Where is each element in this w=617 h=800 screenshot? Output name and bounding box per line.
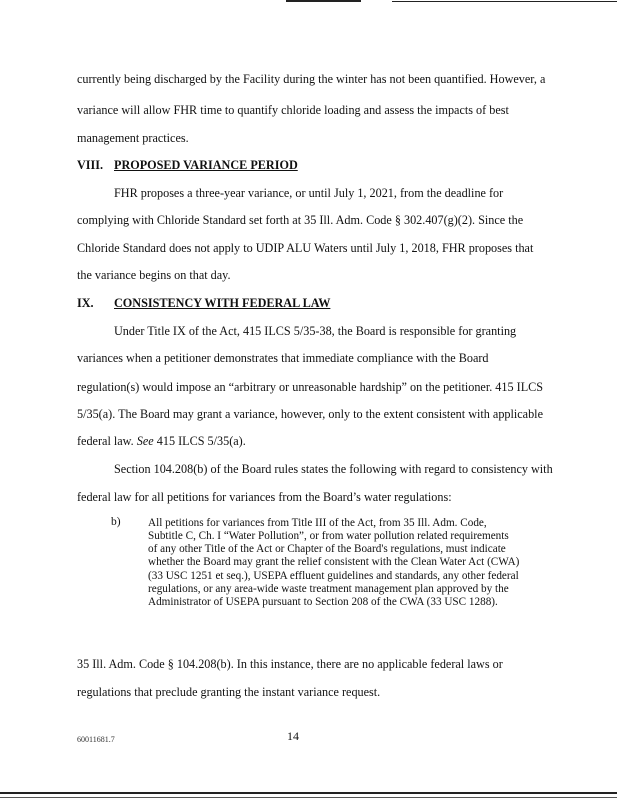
section-title: CONSISTENCY WITH FEDERAL LAW bbox=[114, 296, 331, 310]
body-line: regulation(s) would impose an “arbitrary or unreasonable hardship” on the petitioner. 415 ILCS bbox=[77, 380, 544, 394]
body-text: federal law. bbox=[77, 434, 137, 448]
scan-artifact-top-right bbox=[392, 1, 617, 2]
body-line: FHR proposes a three-year variance, or until July 1, 2021, from the deadline for bbox=[114, 186, 504, 200]
body-line: Section 104.208(b) of the Board rules states the following with regard to consistency with bbox=[114, 462, 553, 476]
body-line: regulations that preclude granting the instant variance request. bbox=[77, 685, 381, 699]
body-line: 35 Ill. Adm. Code § 104.208(b). In this instance, there are no applicable federal laws or bbox=[77, 657, 503, 671]
scan-artifact-top-left bbox=[286, 0, 361, 2]
body-line: management practices. bbox=[77, 131, 189, 145]
body-line: the variance begins on that day. bbox=[77, 268, 231, 282]
page-number: 14 bbox=[287, 729, 299, 743]
scan-artifact-bottom bbox=[0, 792, 617, 794]
body-line: complying with Chloride Standard set forth at 35 Ill. Adm. Code § 302.407(g)(2). Since the bbox=[77, 213, 524, 227]
body-line: 5/35(a). The Board may grant a variance, however, only to the extent consistent with applicable bbox=[77, 407, 543, 421]
body-line: currently being discharged by the Facility during the winter has not been quantified. However, a bbox=[77, 72, 546, 86]
body-line: Chloride Standard does not apply to UDIP ALU Waters until July 1, 2018, FHR proposes that bbox=[77, 241, 534, 255]
body-line: variance will allow FHR time to quantify chloride loading and assess the impacts of best bbox=[77, 103, 509, 117]
body-line bbox=[77, 434, 246, 448]
section-title: PROPOSED VARIANCE PERIOD bbox=[114, 158, 298, 172]
body-line: Under Title IX of the Act, 415 ILCS 5/35-38, the Board is responsible for granting bbox=[114, 324, 517, 338]
body-line: variances when a petitioner demonstrates that immediate compliance with the Board bbox=[77, 351, 489, 365]
block-quote: All petitions for variances from Title III of the Act, from 35 Ill. Adm. Code, Subtitle C, Ch. I “Water Pollution”, or from water pollution related requirements of any other Title of the Act or Chapter of the Board's regulations, must indicate whether the Board may grant the relief consistent with the Clean Water Act (CWA) (33 USC 1251 et seq.), USEPA effluent guidelines and standards, any other federal regulations, or any area-wide waste treatment management plan approved by the Administrator of USEPA pursuant to Section 208 of the CWA (33 USC 1288). bbox=[148, 517, 520, 608]
body-text: 415 ILCS 5/35(a). bbox=[153, 434, 246, 448]
scan-artifact-bottom-2 bbox=[0, 797, 617, 798]
body-line: federal law for all petitions for variances from the Board’s water regulations: bbox=[77, 490, 452, 504]
citation-signal: See bbox=[136, 434, 154, 448]
block-quote-label: b) bbox=[111, 516, 121, 528]
section-number: VIII. bbox=[77, 158, 104, 172]
document-code: 60011681.7 bbox=[77, 735, 115, 744]
section-number: IX. bbox=[77, 296, 94, 310]
